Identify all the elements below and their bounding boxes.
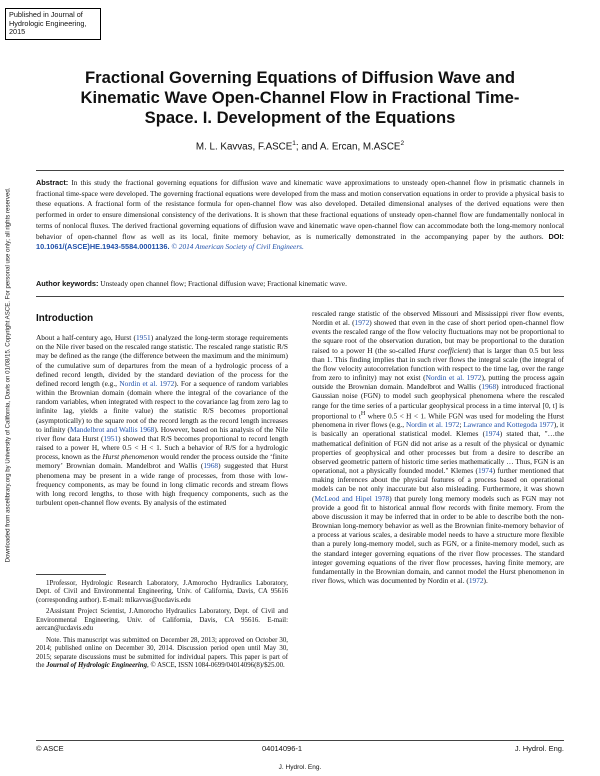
body-text: where 0.5 < H < 1. While FGN was used for modeling the Hurst phenomena in river flows (e.g., <box>312 411 564 430</box>
ref-lawrance-kottegoda-1977[interactable]: Lawrance and Kottegoda 1977 <box>463 420 554 430</box>
ref-nordin-1972-b[interactable]: 1972 <box>354 318 370 328</box>
body-text: ) that purely long memory models such as FGN may not provide a good fit to historical annual flow records with finite memory. From the above discussion it may be inferred that in order to be able to describe both the non-Brownian long-memory behavior as well as the Brownian finite-memory behavior of a process at various scales, a desirable model needs to have a structure more flexible than a purely long-memory model, such as FGN, or a finite-memory model, such as the standard integer governing equations of the river flow processes. The standard integer governing equations of the river flow processes, having finite memory, are fundamentally in the Brownian domain, and cannot model the Hurst phenomenon in river flows, which was documented by Nordin et al. ( <box>312 493 564 585</box>
author-1: M. L. Kavvas, F.ASCE <box>195 141 293 153</box>
keywords-text: Unsteady open channel flow; Fractional diffusion wave; Fractional kinematic wave. <box>100 279 347 288</box>
intro-text: ). However, based on his analysis of the Nile river flow data Hurst ( <box>36 424 289 443</box>
footer-copyright: © ASCE <box>36 744 64 753</box>
body-text: ) stated that, "…the mathematical definition of FGN did not arise as a result of the physical or dynamic properties of geophysical and other processes but from a desire to describe an observed geometric pattern of historic time series mathematically … Thus, FGN is an operational, not a physically founded model." Klemes ( <box>312 429 564 476</box>
journal-name: Journal of Hydrologic Engineering <box>46 662 148 670</box>
body-text: rescaled range statistic of the observed Missouri and Mississippi river flow events, Nordin et al. ( <box>312 309 564 328</box>
footer-page-number: 04014096-1 <box>262 744 303 753</box>
left-column <box>36 314 288 507</box>
author-keywords <box>36 279 564 289</box>
keywords-label: Author keywords: <box>36 279 99 288</box>
intro-text: ) analyzed the long-term storage requirements on the Nile river based on the rescaled range statistic. The rescaled range statistic R/S may be defined as the range (the difference between the maximum and the minimum) of the cumulative sum of departures from the mean of a hydrologic process of a defined record length, divided by the standard deviation of the process for the defined record length (e.g., <box>36 333 288 388</box>
intro-text: would render the process outside the ‘finite memory’ Brownian domain. Mandelbrot and Wallis ( <box>36 452 288 471</box>
body-text: ; <box>459 420 464 430</box>
abstract-top-rule <box>36 170 564 171</box>
body-text: ) further mentioned that making inferences about the physical features of a process based on operational models can be not only inaccurate but also misleading. Furthermore, it was shown ( <box>312 466 564 503</box>
intro-text: ) showed that R/S becomes proportional to record length raised to a power H, where 0.5 < H < 1. Such a behavior of R/S for a hydrologic process, known as the <box>36 433 288 462</box>
page-bottom-journal: J. Hydrol. Eng. <box>278 764 322 771</box>
footnote-2: 2Assistant Project Scientist, J.Amorocho Hydraulics Laboratory, Dept. of Civil and Environmental Engineering, Univ. of California, Davis, CA 95616. E-mail: aercan@ucdavis.edu <box>36 608 288 633</box>
doi-link[interactable]: 10.1061/(ASCE)HE.1943-5584.0001136. <box>36 242 170 252</box>
introduction-paragraph <box>36 333 288 507</box>
ref-mandelbrot-wallis-1968[interactable]: Mandelbrot and Wallis 1968 <box>70 424 155 434</box>
ref-klemes-1974[interactable]: 1974 <box>485 429 500 439</box>
ref-mandelbrot-wallis-1968-b[interactable]: 1968 <box>203 461 219 471</box>
intro-text: ) suggested that Hurst phenomena may be present in a wide range of processes, from those with low-frequency components, as may be found in long climatic records and stream flows with long record lengths, to those with high frequency components, such as the turbulent open-channel flow events. By analysis of the estimated <box>36 461 289 507</box>
doi-label: DOI: <box>548 231 564 241</box>
publication-info-box: Published in Journal of Hydrologic Engineering, 2015 <box>5 8 101 40</box>
ref-mcleod-hipel-1978[interactable]: McLeod and Hipel 1978 <box>314 493 390 503</box>
submission-note <box>36 637 288 671</box>
footnote-rule <box>36 574 106 575</box>
ref-nordin-1972[interactable]: Nordin et al. 1972 <box>119 378 175 388</box>
abstract-label: Abstract: <box>36 178 69 187</box>
download-side-note <box>2 150 14 600</box>
footer-rule <box>36 740 564 741</box>
author-separator: ; and A. Ercan, M.ASCE <box>295 141 401 153</box>
author-1-footnote-marker: 1 <box>292 140 296 147</box>
hurst-coefficient-term: Hurst coefficient <box>418 345 469 355</box>
intro-text: About a half-century ago, Hurst ( <box>36 333 136 343</box>
body-text: ) showed that even in the case of short period open-channel flow events the rescaled range of the flow velocity fluctuations may not be proportional to the square root of the observation duration, but may be proportional to the duration raised to a power H (the so-called <box>312 318 564 355</box>
note-text: Note. This manuscript was submitted on December 28, 2013; approved on October 30, 2014; published online on December 30, 2014. Discussion period open until May 30, 2015; separate discussions must be submitted for individual papers. This paper is part of the <box>36 636 288 670</box>
author-2-footnote-marker: 2 <box>400 140 405 147</box>
note-text: , © ASCE, ISSN 1084-0699/04014096(8)/$25.00. <box>147 662 285 670</box>
keywords-bottom-rule <box>36 296 564 297</box>
abstract <box>36 178 564 253</box>
footnote-1: 1Professor, Hydrologic Research Laboratory, J.Amorocho Hydraulics Laboratory, Dept. of Civil and Environmental Engineering, Univ. of California, Davis, CA 95616 (corresponding author). E-mail: mlkavvas@ucdavis.edu <box>36 580 288 604</box>
right-column-paragraph <box>312 309 564 585</box>
ref-klemes-1974-b[interactable]: 1974 <box>477 466 493 476</box>
copyright-notice: © 2014 American Society of Civil Engineers. <box>171 242 304 252</box>
ref-nordin-1972-e[interactable]: 1972 <box>468 575 484 585</box>
authors-line <box>60 140 540 152</box>
intro-text: ). For a sequence of random variables within the Brownian domain (domain where the integral of the covariance of the random variables, when integrated with respect to the covariance lag from zero lag to infinite lag, yields a finite value) the statistic R/S becomes proportional (asymptotically) to the square root of the record length as the record length increases to infinity ( <box>36 378 289 434</box>
ref-nordin-1972-c[interactable]: Nordin et al. 1972 <box>425 373 482 383</box>
hurst-phenomenon-term: Hurst phenomenon <box>102 452 159 462</box>
body-text: ) that is larger than 0.5 but less than 1. This finding implies that in such river flows the integral scale (the integral of the flow velocity autocorrelation function with respect to the time lag, over the range from zero to infinity) may not exist ( <box>312 345 564 383</box>
introduction-heading: Introduction <box>36 313 94 324</box>
ref-mandelbrot-wallis-1968-c[interactable]: 1968 <box>481 382 497 392</box>
body-text: ), putting the process again outside the Brownian domain. Mandelbrot and Wallis ( <box>312 373 565 392</box>
download-side-note-text: Downloaded from ascelibrary.org by University of California, Davis on 01/08/15. Copyright ASCE. For personal use only; all rights reserved. <box>4 187 12 563</box>
body-text: ), it is basically an operational statistical model. Klemes ( <box>312 420 564 439</box>
footnotes <box>36 580 288 674</box>
exponent-h: H <box>360 410 366 417</box>
paper-title: Fractional Governing Equations of Diffusion Wave and Kinematic Wave Open-Channel Flow in Fractional Time-Space. I. Development of the Equations <box>80 68 520 127</box>
ref-hurst-1951-b[interactable]: 1951 <box>103 433 119 443</box>
ref-nordin-1972-d[interactable]: Nordin et al. 1972 <box>405 420 460 430</box>
footer-journal: J. Hydrol. Eng. <box>514 744 564 753</box>
body-text: ). <box>483 575 488 585</box>
right-column <box>312 309 564 585</box>
abstract-text: In this study the fractional governing equations for diffusion wave and kinematic wave approximations to unsteady open-channel flow in prismatic channels in fractional time-space were developed. The governing fractional equations were developed from the mass and motion conservation equations in order to provide a physical basis to these equations. A fractional form of the resistance formula for open-channel flow was also developed. Detailed dimensional analyses of the derived equations were then performed in order to ensure dimensional consistency of the derivations. It is shown that these fractional equations of unsteady open-channel flow are fundamentally nonlocal in terms of nonlocal fluxes. The derived fractional governing equations of diffusion wave and kinematic wave open-channel flow can accommodate both the long-memory nonlocal behavior of open-channel flow as well as its local, finite memory behavior, as is numerically demonstrated in the accompanying paper by the authors. <box>36 178 564 241</box>
body-text: ) introduced fractional Gaussian noise (FGN) to model such geophysical phenomena where the rescaled range for the time series of a particular geophysical process in a time interval [0, t] is proportional to t <box>312 382 564 421</box>
ref-hurst-1951[interactable]: 1951 <box>136 333 151 343</box>
